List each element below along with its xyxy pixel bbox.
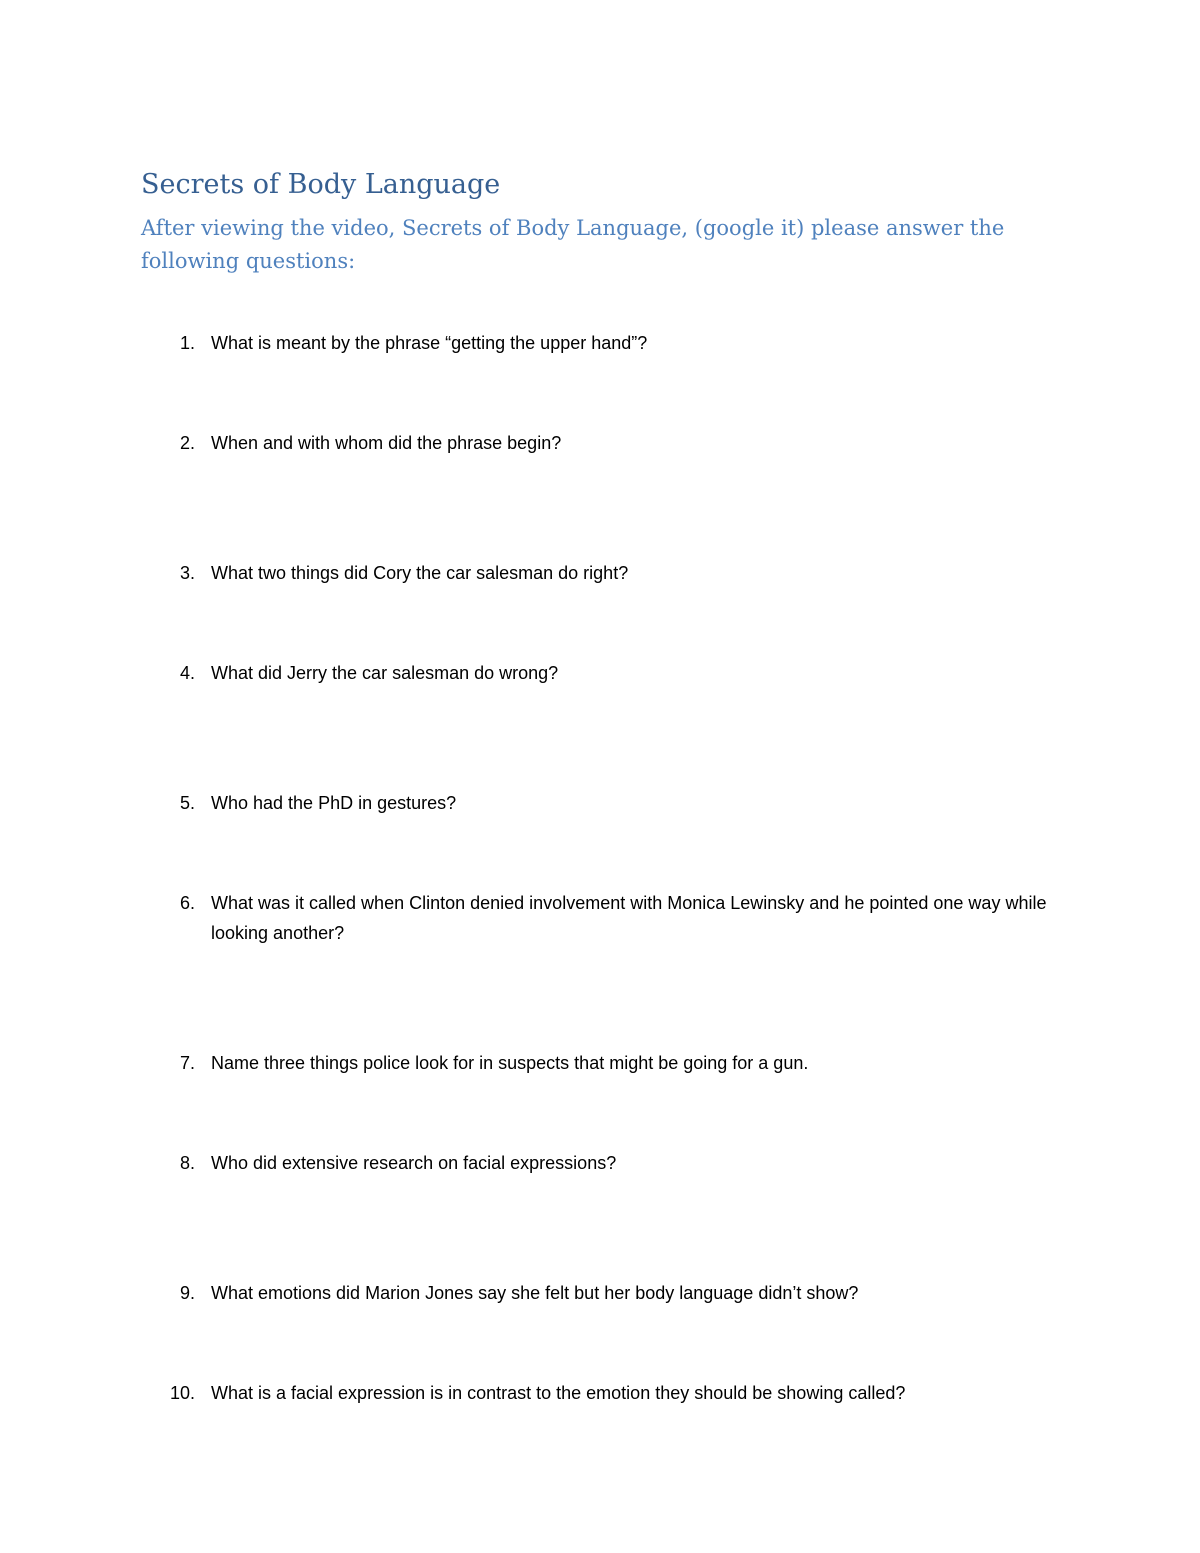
document-subtitle: After viewing the video, Secrets of Body Language, (google it) please answer the following questions: <box>141 216 1005 273</box>
question-text: What two things did Cory the car salesman do right? <box>211 563 629 583</box>
question-number: 3. <box>179 563 195 583</box>
question-text: What was it called when Clinton denied involvement with Monica Lewinsky and he pointed one way while looking another? <box>211 893 1047 943</box>
question-number: 1. <box>179 333 195 353</box>
question-text: What emotions did Marion Jones say she felt but her body language didn’t show? <box>211 1283 859 1303</box>
question-text: What did Jerry the car salesman do wrong? <box>211 663 559 683</box>
question-number: 10. <box>169 1383 195 1403</box>
question-text: Who did extensive research on facial expressions? <box>211 1153 617 1173</box>
question-text: What is a facial expression is in contrast to the emotion they should be showing called? <box>211 1383 906 1403</box>
question-number: 8. <box>179 1153 195 1173</box>
question-number: 4. <box>179 663 195 683</box>
question-number: 2. <box>179 433 195 453</box>
document-title: Secrets of Body Language <box>141 169 501 200</box>
question-number: 7. <box>179 1053 195 1073</box>
question-text: When and with whom did the phrase begin? <box>211 433 562 453</box>
question-text: What is meant by the phrase “getting the upper hand”? <box>211 333 648 353</box>
question-text: Who had the PhD in gestures? <box>211 793 457 813</box>
question-number: 6. <box>179 893 195 913</box>
question-text: Name three things police look for in suspects that might be going for a gun. <box>211 1053 809 1073</box>
question-number: 5. <box>179 793 195 813</box>
question-number: 9. <box>179 1283 195 1303</box>
